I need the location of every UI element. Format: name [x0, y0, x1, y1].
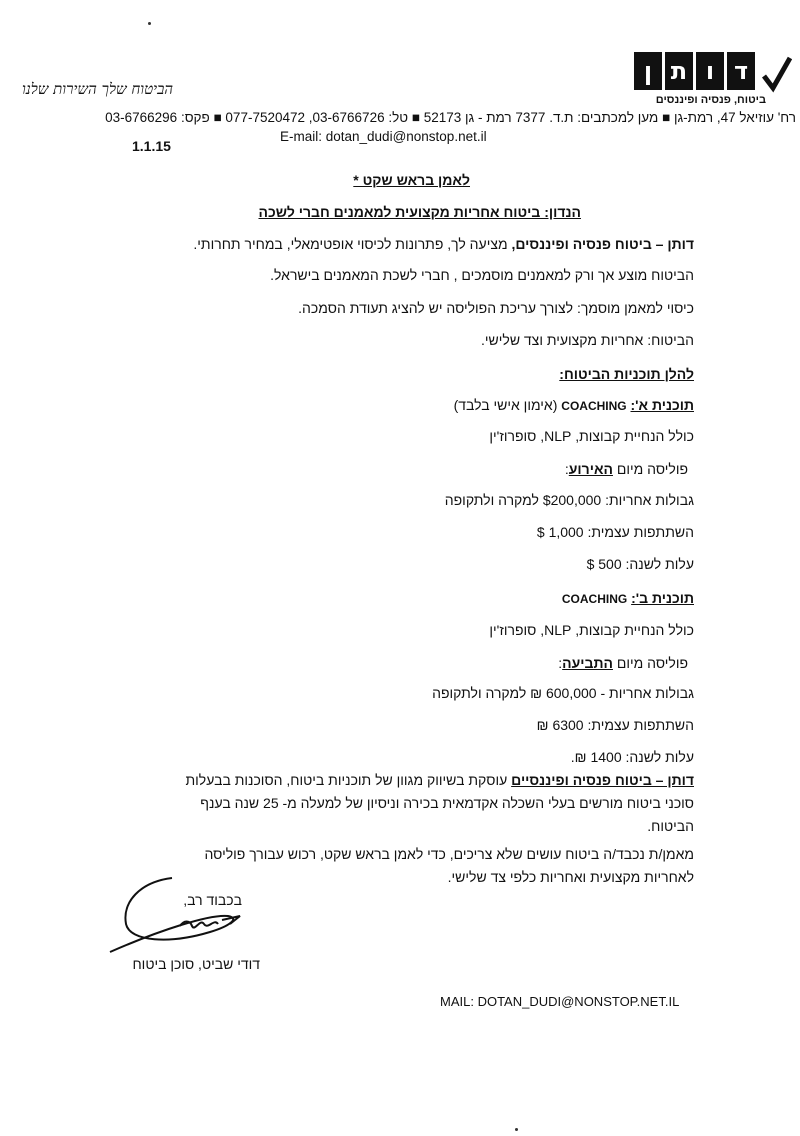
plan-b-limits: גבולות אחריות - 600,000 ₪ למקרה ולתקופה — [432, 685, 694, 701]
header-email: E-mail: dotan_dudi@nonstop.net.il — [280, 129, 487, 144]
closing-line-1: מאמן/ת נכבד/ה ביטוח עושים שלא צריכים, כדי לאמן בראש שקט, רכוש עבורך פוליסה — [204, 846, 694, 862]
contact-line: רח' עוזיאל 47, רמת-גן ■ מען למכתבים: ת.ד. 7377 רמת - גן 52173 ■ טל: 03-6766726, 077-7520472 ■ פקס: 03-6766296 — [105, 110, 796, 125]
greeting: לאמן בראש שקט * — [353, 172, 470, 188]
members-line: הביטוח מוצע אך ורק למאמנים מוסמכים , חברי לשכת המאמנים בישראל. — [270, 267, 694, 283]
about-line-2: סוכני ביטוח מורשים בעלי השכלה אקדמאית בכירה וניסיון של למעלה מ- 25 שנה בענף — [200, 795, 694, 811]
logo-letter: ד — [727, 52, 755, 90]
about-text: עוסקת בשיווק מגוון של תוכניות ביטוח, הסוכנות בבעלות — [185, 772, 512, 788]
about-line-3: הביטוח. — [647, 818, 694, 834]
plan-a-policy-suffix: : — [564, 461, 569, 477]
logo-letter: ן — [634, 52, 662, 90]
plan-a-includes: כולל הנחיית קבוצות, NLP, סופרוז'ין — [489, 428, 694, 444]
plan-b-includes: כולל הנחיית קבוצות, NLP, סופרוז'ין — [489, 622, 694, 638]
certified-line: כיסוי למאמן מוסמך: לצורך עריכת הפוליסה יש להציג תעודת הסמכה. — [298, 300, 694, 316]
plan-b-coaching: COACHING — [561, 592, 628, 606]
intro-paragraph — [193, 236, 694, 252]
logo-letter: ו — [696, 52, 724, 90]
plan-a-desc: (אימון אישי בלבד) — [453, 397, 562, 413]
company-name: דותן – ביטוח פנסיה ופיננסים, — [511, 236, 694, 252]
plan-b-policy — [558, 655, 688, 671]
logo-letter: ת — [665, 52, 693, 90]
plan-b-policy-prefix: פוליסה מיום — [612, 655, 688, 671]
letter-date: 1.1.15 — [132, 138, 171, 154]
logo-subtitle: ביטוח, פנסיה ופיננסים — [655, 94, 766, 106]
plan-a-limits: גבולות אחריות: $200,000 למקרה ולתקופה — [444, 492, 694, 508]
plan-a-annual-cost: עלות לשנה: 500 $ — [586, 556, 694, 572]
plan-a-policy — [565, 461, 688, 477]
closing-line-2: לאחריות מקצועית ואחריות כלפי צד שלישי. — [447, 869, 694, 885]
plan-b-policy-suffix: : — [558, 655, 563, 671]
plan-a-policy-prefix: פוליסה מיום — [612, 461, 688, 477]
logo-letters — [634, 52, 755, 90]
intro-text: מציעה לך, פתרונות לכיסוי אופטימאלי, במחיר תחרותי. — [193, 236, 512, 252]
plan-a-title-line — [454, 397, 694, 413]
plan-a-title: תוכנית א': — [630, 397, 694, 413]
plan-a-policy-basis: האירוע — [568, 461, 613, 477]
scan-speck — [148, 22, 151, 25]
about-company-name: דותן – ביטוח פנסיה ופיננסיים — [511, 772, 694, 788]
plan-a-coaching: COACHING — [561, 399, 627, 413]
plan-a-deductible: השתתפות עצמית: 1,000 $ — [536, 524, 694, 540]
regards: בכבוד רב, — [183, 892, 242, 908]
handwritten-signature — [100, 872, 250, 962]
checkmark-icon — [762, 54, 792, 94]
plans-heading: להלן תוכניות הביטוח: — [559, 366, 694, 382]
signer-name: דודי שביט, סוכן ביטוח — [132, 956, 260, 972]
plan-b-title: תוכנית ב': — [631, 590, 694, 606]
footer-email: MAIL: DOTAN_DUDI@NONSTOP.NET.IL — [440, 994, 680, 1009]
subject-line: הנדון: ביטוח אחריות מקצועית למאמנים חברי לשכה — [258, 204, 581, 220]
plan-b-policy-basis: התביעה — [562, 655, 613, 671]
scan-speck — [515, 1128, 518, 1131]
plan-b-title-line — [562, 590, 694, 606]
plan-b-annual-cost: עלות לשנה: 1400 ₪. — [570, 749, 694, 765]
company-slogan: הביטוח שלך השירות שלנו — [22, 80, 174, 98]
coverage-line: הביטוח: אחריות מקצועית וצד שלישי. — [481, 332, 694, 348]
company-logo — [634, 52, 792, 106]
about-line-1 — [185, 772, 694, 788]
plan-b-deductible: השתתפות עצמית: 6300 ₪ — [536, 717, 694, 733]
